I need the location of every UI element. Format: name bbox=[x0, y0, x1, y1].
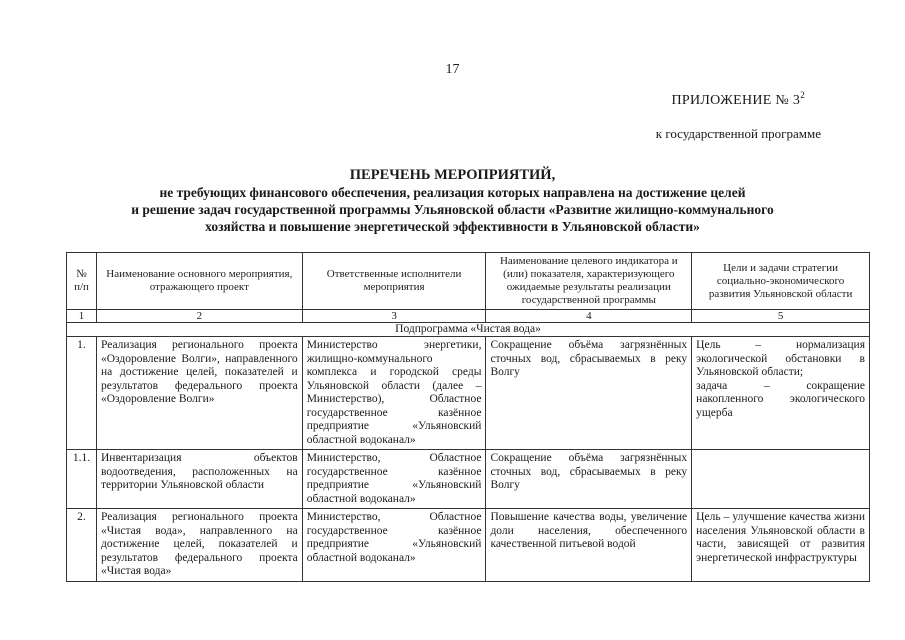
title-main: ПЕРЕЧЕНЬ МЕРОПРИЯТИЙ, bbox=[349, 167, 556, 183]
row-num: 1. bbox=[67, 337, 97, 450]
header-indicator: Наименование целевого индикатора и (или) показателя, характеризующего ожидаемые результаты реализации государственной программы bbox=[486, 253, 692, 310]
col-number: 3 bbox=[302, 310, 486, 323]
row-indicator: Сокращение объёма загрязнённых сточных вод, сбрасываемых в реку Волгу bbox=[486, 450, 692, 509]
col-number: 2 bbox=[96, 310, 302, 323]
table-row bbox=[67, 450, 870, 509]
row-name: Реализация регионального проекта «Чистая вода», направленного на достижение целей, показателей и результатов федерального проекта «Чистая вода» bbox=[96, 509, 302, 582]
col-number: 5 bbox=[692, 310, 870, 323]
row-indicator: Сокращение объёма загрязнённых сточных вод, сбрасываемых в реку Волгу bbox=[486, 337, 692, 450]
row-goal-task bbox=[692, 337, 870, 450]
row-num: 2. bbox=[67, 509, 97, 582]
row-name: Инвентаризация объектов водоотведения, расположенных на территории Ульяновской области bbox=[96, 450, 302, 509]
table-header-row bbox=[67, 253, 870, 310]
header-name: Наименование основного мероприятия, отражающего проект bbox=[96, 253, 302, 310]
appendix-subtitle: к государственной программе bbox=[655, 126, 821, 141]
row-indicator: Повышение качества воды, увеличение доли населения, обеспеченного качественной питьевой водой bbox=[486, 509, 692, 582]
table-row bbox=[67, 337, 870, 450]
row-goal-task bbox=[692, 509, 870, 582]
subprogram-title: Подпрограмма «Чистая вода» bbox=[67, 323, 870, 337]
row-goal-task bbox=[692, 450, 870, 509]
row-name: Реализация регионального проекта «Оздоровление Волги», направленного на достижение целей, показателей и результатов федерального проекта «Оздоровление Волги» bbox=[96, 337, 302, 450]
row-num: 1.1. bbox=[67, 450, 97, 509]
table-row bbox=[67, 509, 870, 582]
header-num: № п/п bbox=[67, 253, 97, 310]
col-number: 4 bbox=[486, 310, 692, 323]
events-table bbox=[66, 252, 870, 582]
appendix-superscript: 2 bbox=[800, 90, 805, 100]
row-task: задача – сокращение накопленного экологического ущерба bbox=[696, 379, 865, 419]
row-executor: Министерство, Областное государственное казённое предприятие «Ульяновский областной водоканал» bbox=[302, 509, 486, 582]
subprogram-row bbox=[67, 323, 870, 337]
row-goal: Цель – нормализация экологической обстановки в Ульяновской области; bbox=[696, 339, 865, 378]
row-executor: Министерство энергетики, жилищно-коммунального комплекса и городской среды Ульяновской области (далее – Министерство), Областное государственное казённое предприятие «Ульяновский областной водоканал» bbox=[302, 337, 486, 450]
document-title bbox=[0, 166, 905, 235]
col-number: 1 bbox=[67, 310, 97, 323]
appendix-label bbox=[671, 90, 805, 109]
title-line-1: не требующих финансового обеспечения, реализация которых направлена на достижение целей bbox=[159, 185, 746, 200]
header-executor: Ответственные исполнители мероприятия bbox=[302, 253, 486, 310]
appendix-label-text: ПРИЛОЖЕНИЕ № 3 bbox=[671, 93, 801, 108]
row-executor: Министерство, Областное государственное казённое предприятие «Ульяновский областной водоканал» bbox=[302, 450, 486, 509]
header-goals: Цели и задачи стратегии социально-экономического развития Ульяновской области bbox=[692, 253, 870, 310]
row-goal: Цель – улучшение качества жизни населения Ульяновской области в части, зависящей от развития энергетической инфраструктуры bbox=[696, 511, 865, 564]
title-line-3: хозяйства и повышение энергетической эффективности в Ульяновской области» bbox=[205, 219, 700, 234]
page-number: 17 bbox=[445, 62, 460, 77]
column-number-row bbox=[67, 310, 870, 323]
title-line-2: и решение задач государственной программы Ульяновской области «Развитие жилищно-коммунального bbox=[131, 202, 774, 217]
